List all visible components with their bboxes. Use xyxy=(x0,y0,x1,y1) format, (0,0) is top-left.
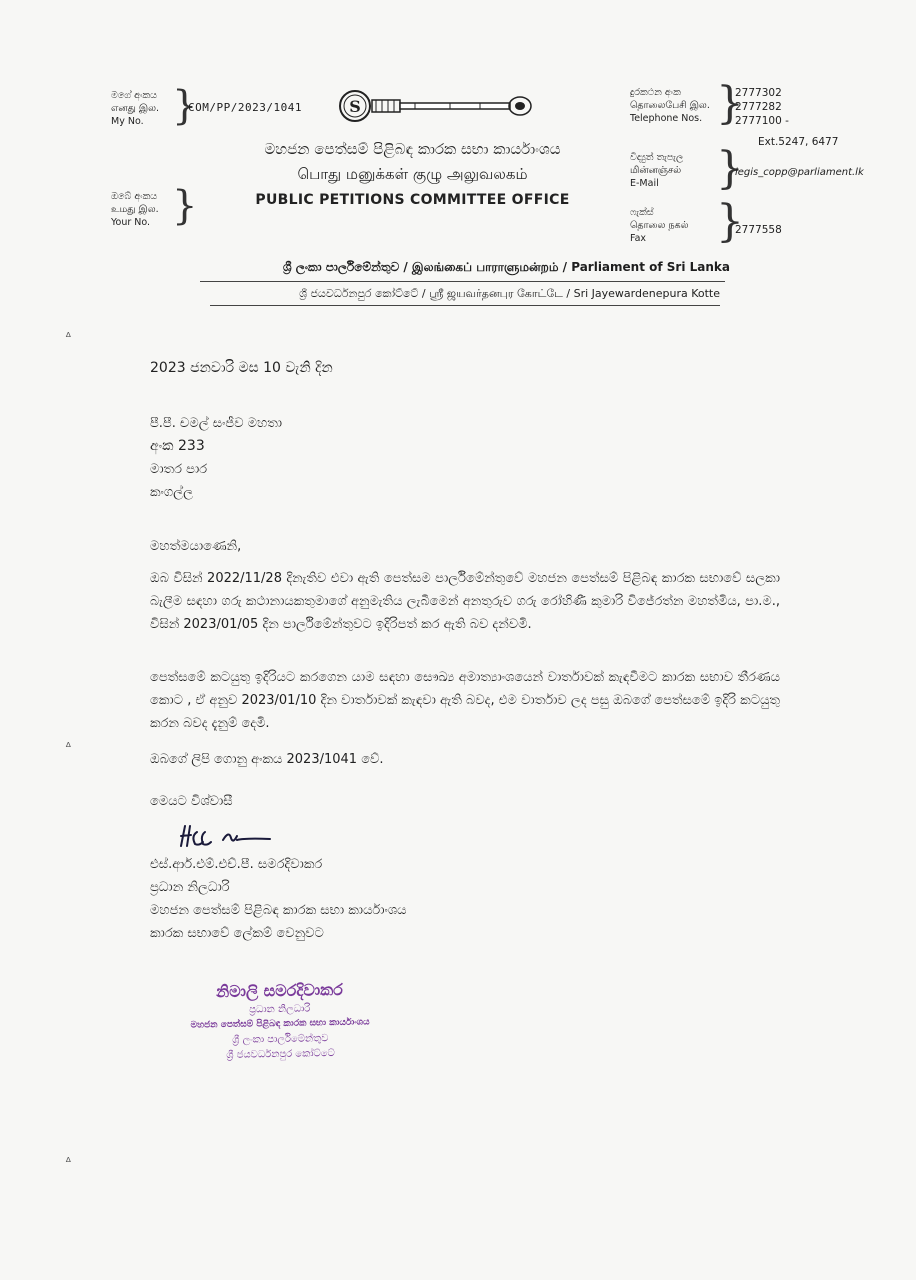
parliament-line: ශ්‍රී ලංකා පාර්ලිමේන්තුව / இலங்கைப் பாராளுமன்றம் / Parliament of Sri Lanka xyxy=(282,260,730,274)
recipient-name: පී.පී. චමල් සංජීව මහතා xyxy=(150,416,283,431)
my-no-label: මගේ අංකය எனது இல. My No. xyxy=(111,90,160,127)
telephone-brace: } xyxy=(716,78,744,129)
stamp-parliament: ශ්‍රී ලංකා පාර්ලිමේන්තුව xyxy=(232,1033,329,1046)
header-rule-1 xyxy=(200,281,725,282)
signatory-name: එස්.ආර්.එම්.එච්.පී. සමරදිවාකර xyxy=(150,857,323,872)
signatory-capacity: කාරක සභාවේ ලේකම් වෙනුවට xyxy=(150,926,324,941)
my-no-brace: } xyxy=(172,83,198,129)
stamp-name: නිමාලි සමරදිවාකර xyxy=(215,979,343,1002)
email-value: legis_copp@parliament.lk xyxy=(735,167,864,178)
stamp-title: ප්‍රධාන නිලධාරි xyxy=(249,1003,311,1016)
recipient-town: කංගල්ල xyxy=(150,485,193,500)
margin-mark-2: ᐞ xyxy=(65,740,72,754)
recipient-address xyxy=(150,412,282,504)
fax-value: 2777558 xyxy=(735,224,782,236)
address-line: ශ්‍රී ජයවර්ධනපුර කෝට්ටේ / ஸ்ரீ ஜயவர்தனபுர கோட்டே / Sri Jayewardenepura Kotte xyxy=(299,287,720,300)
telephone-number-2: 2777282 xyxy=(735,101,782,113)
office-name-sinhala: මහජන පෙත්සම් පිළිබඳ කාරක සභා කාර්යාංශය xyxy=(264,140,561,158)
stamp-office: මහජන පෙත්සම් පිළිබඳ කාරක සභා කාර්යාංශය xyxy=(190,1017,370,1031)
your-no-label: ඔබේ අංකය உமது இல. Your No. xyxy=(111,191,159,228)
office-name-tamil: பொது மனுக்கள் குழு அலுவலகம் xyxy=(297,165,528,183)
file-reference: ඔබගේ ලිපි ගොනු අංකය 2023/1041 වේ. xyxy=(150,752,384,767)
closing: මෙයට විශ්වාසී xyxy=(150,794,233,809)
signatory-title: ප්‍රධාන නිලධාරි xyxy=(150,880,230,895)
telephone-extensions: Ext.5247, 6477 xyxy=(758,136,839,148)
signatory-block xyxy=(150,853,407,945)
margin-mark-1: ᐞ xyxy=(65,330,72,344)
your-no-brace: } xyxy=(172,183,198,229)
body-paragraph-2: පෙත්සමේ කටයුතු ඉදිරියට කරගෙන යාම සඳහා සෞඛ්‍ය අමාත්‍යාංශයෙන් වාර්තාවක් කැඳවීමට කාරක සභාව තීරණය කොට , ඒ අනුව 2023/01/10 දින වාර්තාවක් කැඳවා ඇති බවද, එම වාර්තාව ලද පසු ඔබගේ පෙත්සමේ ඉදිරි කටයුතු කරන බවද දැනුම් දෙමි. xyxy=(150,670,780,731)
recipient-house-number: අංක 233 xyxy=(150,438,205,454)
recipient-street: මාතර පාර xyxy=(150,462,208,477)
letter-date: 2023 ජනවාරි මස 10 වැනි දින xyxy=(150,360,333,376)
telephone-label: දුරකථන අංක தொலைபேசி இல. Telephone Nos. xyxy=(630,87,710,124)
telephone-number-1: 2777302 xyxy=(735,87,782,99)
telephone-number-3: 2777100 - xyxy=(735,115,789,127)
signatory-office: මහජන පෙත්සම් පිළිබඳ කාරක සභා කාර්යාංශය xyxy=(150,903,407,918)
handwritten-signature xyxy=(175,818,275,854)
email-brace: } xyxy=(716,143,744,194)
salutation: මහත්මයාණෙනි, xyxy=(150,539,242,554)
header-rule-2 xyxy=(210,305,720,306)
official-rubber-stamp xyxy=(149,978,410,1065)
my-no-value: COM/PP/2023/1041 xyxy=(188,101,302,114)
office-name-english: PUBLIC PETITIONS COMMITTEE OFFICE xyxy=(255,192,570,208)
fax-brace: } xyxy=(716,196,744,247)
fax-label: ෆැක්ස් தொலை நகல் Fax xyxy=(630,207,689,244)
parliament-mace-emblem xyxy=(330,88,535,124)
body-paragraph-1: ඔබ විසින් 2022/11/28 දිනැතිව එවා ඇති පෙත්සම පාර්ලිමේන්තුවේ මහජන පෙත්සම් පිළිබඳ කාරක සභාවේ සලකා බැලීම සඳහා ගරු කථානායකතුමාගේ අනුමැතිය ලැබීමෙන් අනතුරුව ගරු රෝහිණී කුමාරි විජේරත්න මහත්මිය, පා.ම., විසින් 2023/01/05 දින පාර්ලිමේන්තුවට ඉදිරිපත් කර ඇති බව දන්වමි. xyxy=(150,571,780,632)
email-label: විද්‍යුත් තැපැල மின்னஞ்சல் E-Mail xyxy=(630,152,684,189)
stamp-address: ශ්‍රී ජයවර්ධනපුර කෝට්ටේ xyxy=(226,1048,335,1061)
telephone-numbers xyxy=(735,86,789,128)
margin-mark-3: ᐞ xyxy=(65,1155,72,1169)
svg-text:S: S xyxy=(349,97,361,116)
